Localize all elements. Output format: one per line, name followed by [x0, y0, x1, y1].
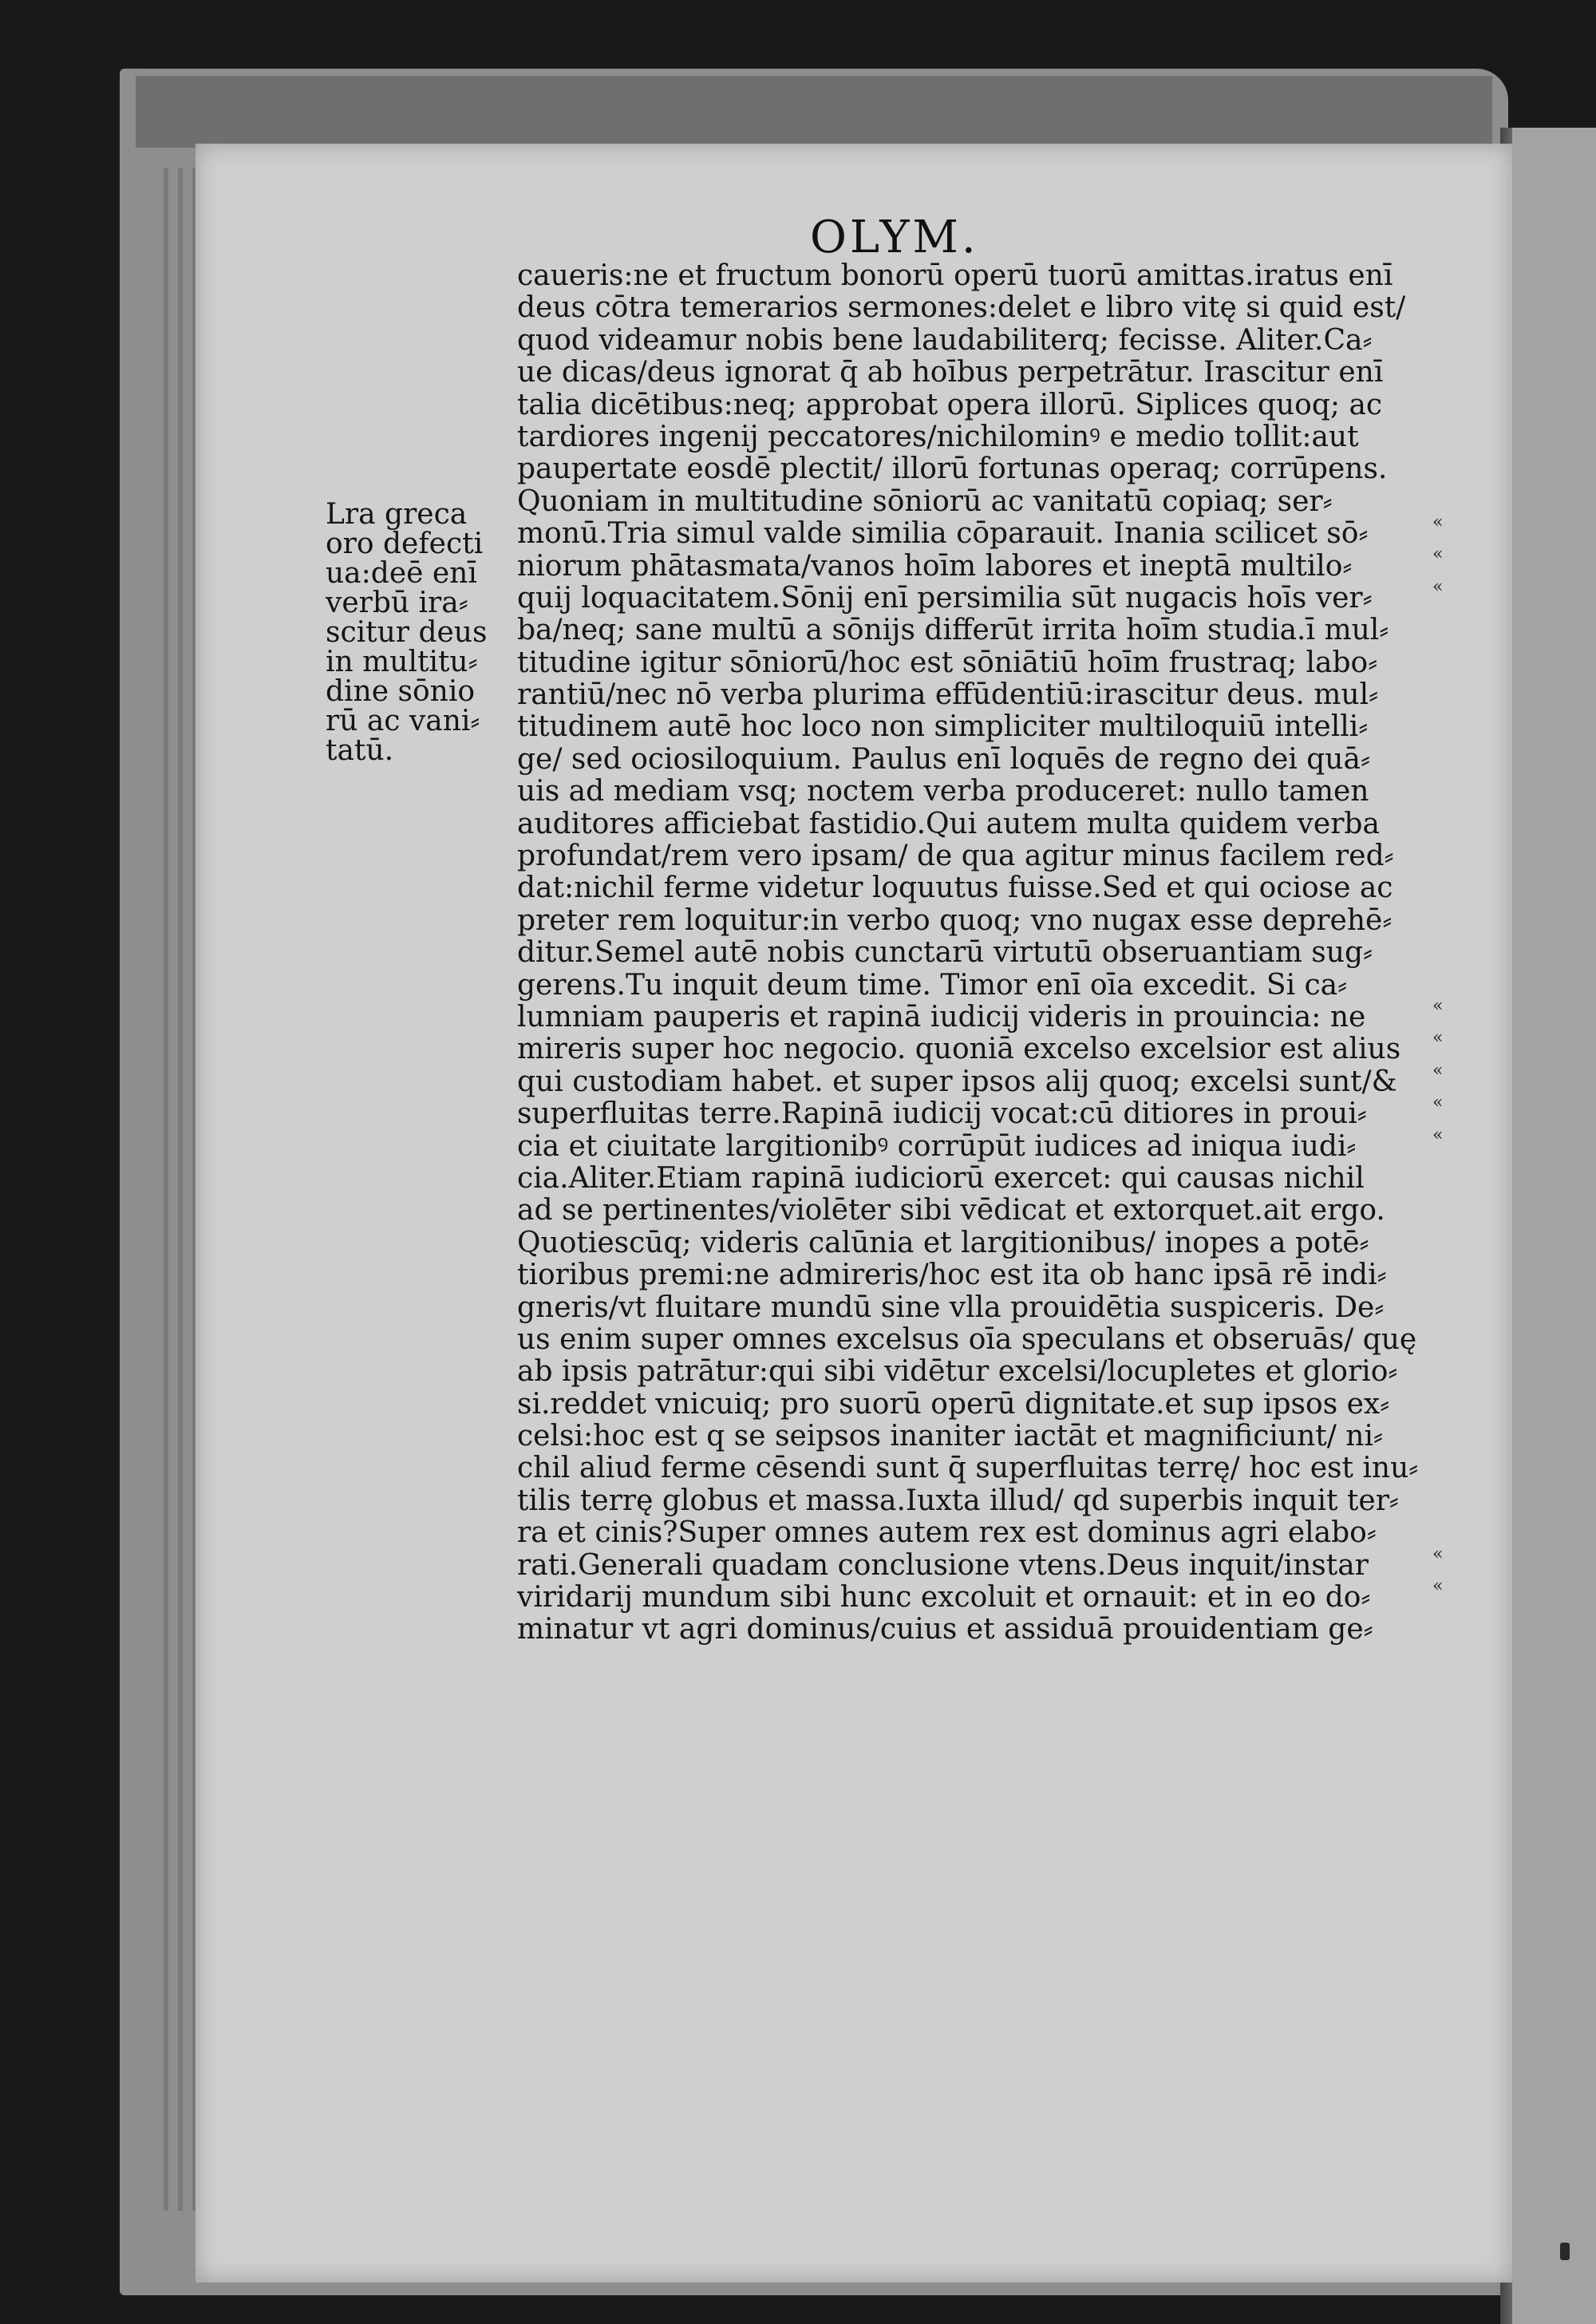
text-line: chil aliud ferme cēsendi sunt q̄ superfluitas terrę/ hoc est inu⸗	[517, 1452, 1419, 1485]
quote-mark: «	[1432, 544, 1444, 565]
text-line: dat:nichil ferme videtur loquutus fuisse.Sed et qui ociose ac	[517, 872, 1393, 905]
text-line: tardiores ingenij peccatores/nichilominꝰ e medio tollit:aut	[517, 421, 1359, 453]
text-line: superfluitas terre.Rapinā iudicij vocat:cū ditiores in proui⸗	[517, 1098, 1367, 1131]
text-line: ditur.Semel autē nobis cunctarū virtutū obseruantiam sug⸗	[517, 937, 1373, 970]
text-line: gneris/vt fluitare mundū sine vlla prouidētia suspiceris. De⸗	[517, 1291, 1385, 1324]
text-line: ad se pertinentes/violēter sibi vēdicat et extorquet.ait ergo.	[517, 1195, 1385, 1227]
margin-note	[326, 498, 488, 767]
quote-mark: «	[1432, 996, 1444, 1016]
text-line: celsi:hoc est q se seipsos inaniter iactāt et magnificiunt/ ni⸗	[517, 1421, 1383, 1453]
text-line: tilis terrę globus et massa.Iuxta illud/ qd superbis inquit ter⸗	[517, 1484, 1399, 1517]
text-line: us enim super omnes excelsus oīa speculans et obseruās/ quę	[517, 1323, 1417, 1356]
text-line: Quotiescūq; videris calūnia et largitionibus/ inopes a potē⸗	[517, 1227, 1369, 1259]
margin-note-line: verbū ira⸗	[326, 587, 468, 619]
margin-note-line: dine sōnio	[326, 675, 476, 708]
margin-note-line: oro defecti	[326, 528, 484, 560]
quote-mark: «	[1432, 576, 1444, 597]
text-line: caueris:ne et fructum bonorū operū tuorū amittas.iratus enī	[517, 260, 1393, 292]
text-line: quij loquacitatem.Sōnij enī persimilia sūt nugacis hoīs ver⸗	[517, 582, 1373, 615]
text-line: deus cōtra temerarios sermones:delet e libro vitę si quid est/	[517, 292, 1406, 325]
text-line: si.reddet vnicuiq; pro suorū operū dignitate.et sup ipsos ex⸗	[517, 1388, 1390, 1421]
margin-note-line: Lra greca	[326, 498, 468, 531]
text-line: monū.Tria simul valde similia cōparauit. Inania scilicet sō⸗	[517, 518, 1369, 551]
book-top-edge	[136, 76, 1492, 148]
text-line: viridarij mundum sibi hunc excoluit et ornauit: et in eo do⸗	[517, 1582, 1371, 1615]
quote-mark: «	[1432, 1576, 1444, 1597]
text-line: Quoniam in multitudine sōniorū ac vanitatū copiaq; ser⸗	[517, 485, 1333, 518]
text-line: titudine igitur sōniorū/hoc est sōniātiū hoīm frustraq; labo⸗	[517, 646, 1378, 679]
text-line: mireris super hoc negocio. quoniā excelso excelsior est alius	[517, 1034, 1401, 1066]
text-line: uis ad mediam vsq; noctem verba produceret: nullo tamen	[517, 776, 1369, 808]
text-line: ba/neq; sane multū a sōnijs differūt irrita hoīm studia.ī mul⸗	[517, 615, 1389, 647]
text-line: quod videamur nobis bene laudabiliterq; fecisse. Aliter.Ca⸗	[517, 324, 1373, 357]
facing-page-edge	[1512, 128, 1596, 2324]
text-line: profundat/rem vero ipsam/ de qua agitur minus facilem red⸗	[517, 840, 1394, 873]
text-line: niorum phātasmata/vanos hoīm labores et ineptā multilo⸗	[517, 550, 1353, 583]
text-line: preter rem loquitur:in verbo quoq; vno nugax esse deprehē⸗	[517, 904, 1393, 937]
text-line: ra et cinis?Super omnes autem rex est dominus agri elabo⸗	[517, 1517, 1377, 1550]
quote-mark: «	[1432, 512, 1444, 532]
margin-note-line: rū ac vani⸗	[326, 705, 480, 737]
text-line: rantiū/nec nō verba plurima effūdentiū:irascitur deus. mul⸗	[517, 679, 1379, 712]
text-line: minatur vt agri dominus/cuius et assiduā prouidentiam ge⸗	[517, 1614, 1373, 1646]
text-line: ue dicas/deus ignorat q̄ ab hoībus perpetrātur. Irascitur enī	[517, 357, 1384, 389]
quote-mark: «	[1432, 1093, 1444, 1113]
text-line: auditores afficiebat fastidio.Qui autem multa quidem verba	[517, 808, 1380, 840]
text-line: cia et ciuitate largitionibꝰ corrūpūt iudices ad iniqua iudi⸗	[517, 1130, 1357, 1163]
running-head: OLYM.	[810, 211, 979, 263]
text-line: tioribus premi:ne admireris/hoc est ita ob hanc ipsā rē indi⸗	[517, 1259, 1387, 1292]
margin-note-line: in multitu⸗	[326, 646, 478, 678]
text-line: titudinem autē hoc loco non simpliciter multiloquiū intelli⸗	[517, 711, 1369, 744]
text-line: rati.Generali quadam conclusione vtens.Deus inquit/instar	[517, 1549, 1369, 1582]
quote-mark: «	[1432, 1543, 1444, 1564]
text-line: paupertate eosdē plectit/ illorū fortunas operaq; corrūpens.	[517, 453, 1388, 486]
text-line: talia dicētibus:neq; approbat opera illorū. Siplices quoq; ac	[517, 389, 1383, 421]
text-line: ge/ sed ociosiloquium. Paulus enī loquēs de regno dei quā⸗	[517, 743, 1370, 776]
text-line: ab ipsis patrātur:qui sibi vidētur excelsi/locupletes et glorio⸗	[517, 1356, 1398, 1389]
margin-note-line: ua:deē enī	[326, 557, 477, 590]
quote-mark: «	[1432, 1060, 1444, 1081]
main-text-block	[517, 260, 1435, 1646]
facing-page-mark	[1560, 2243, 1570, 2260]
quote-mark: «	[1432, 1124, 1444, 1145]
quote-mark: «	[1432, 1028, 1444, 1049]
margin-note-line: scitur deus	[326, 616, 488, 649]
text-line: qui custodiam habet. et super ipsos alij quoq; excelsi sunt/&	[517, 1065, 1397, 1098]
text-line: gerens.Tu inquit deum time. Timor enī oīa excedit. Si ca⸗	[517, 969, 1348, 1002]
margin-note-line: tatū.	[326, 734, 394, 767]
text-line: cia.Aliter.Etiam rapinā iudiciorū exercet: qui causas nichil	[517, 1162, 1365, 1195]
text-line: lumniam pauperis et rapinā iudicij videris in prouincia: ne	[517, 1001, 1366, 1034]
